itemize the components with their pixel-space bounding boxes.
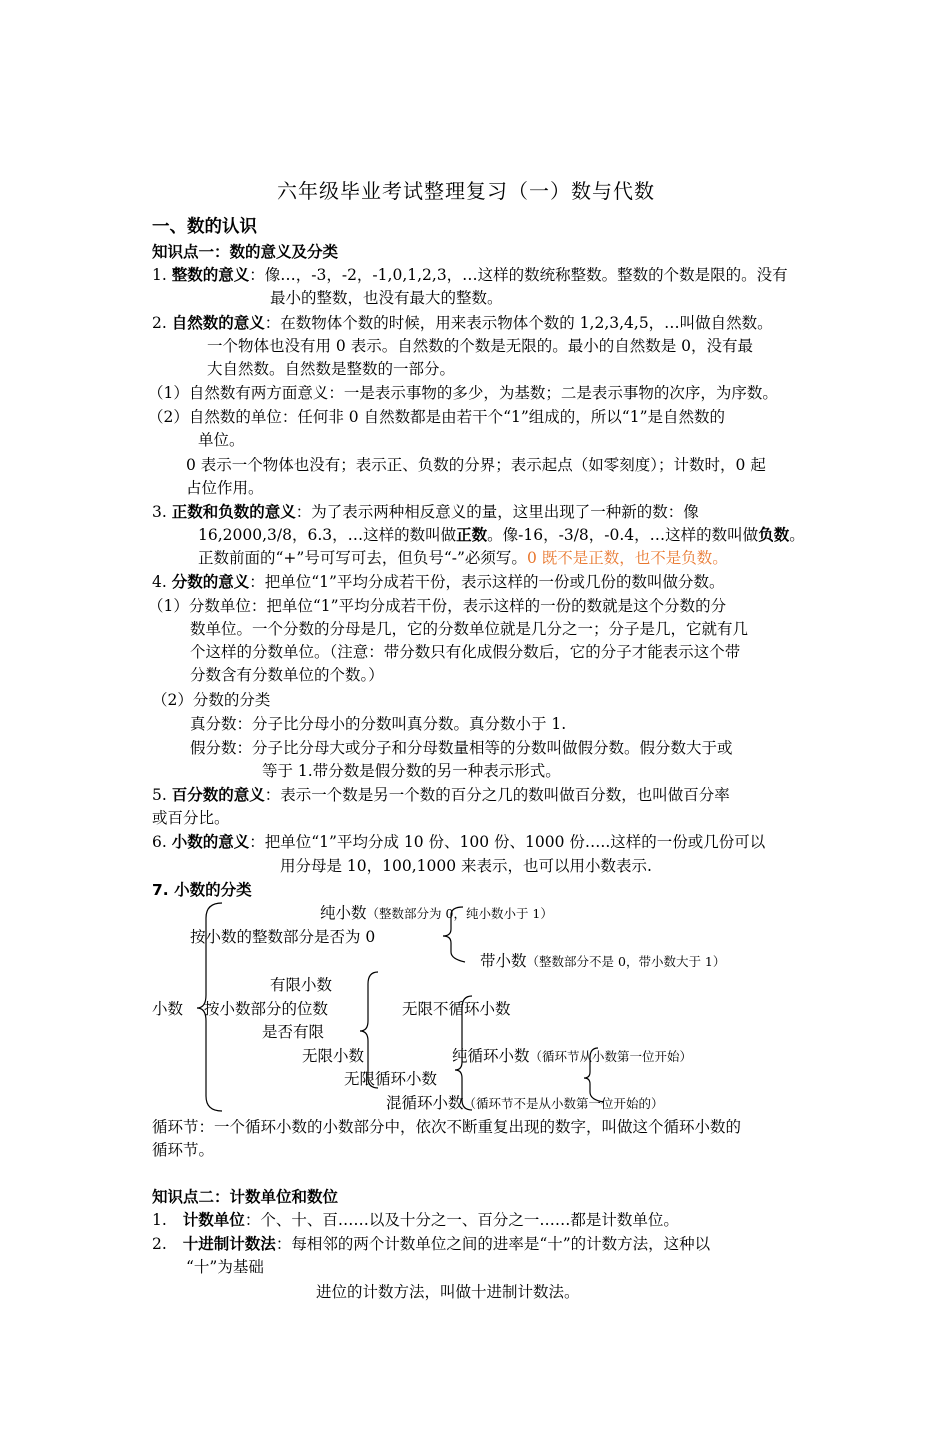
body-text: 等于 1.带分数是假分数的另一种表示形式。: [262, 762, 561, 780]
paragraph-fraction: [152, 571, 724, 593]
body-text: 循环节：一个循环小数的小数部分中，依次不断重复出现的数字，叫做这个循环小数的: [152, 1118, 742, 1136]
tree-node-infinite: 无限小数: [302, 1047, 365, 1065]
highlight-text: 0 既不是正数，也不是负数。: [526, 549, 728, 567]
item-number: 3.: [152, 503, 172, 521]
body-text: ：为了表示两种相反意义的量，这里出现了一种新的数：像: [295, 503, 699, 521]
page-title: 六年级毕业考试整理复习（一）数与代数: [277, 179, 655, 203]
term: 计数单位: [182, 1211, 245, 1229]
item-number: 6.: [152, 833, 172, 851]
body-text: 假分数：分子比分母大或分子和分母数量相等的分数叫做假分数。假分数大于或: [190, 739, 733, 757]
tree-note: （循环节不是从小数第一位开始的）: [463, 1096, 664, 1111]
item-number: 2.: [152, 1235, 167, 1253]
tree-node-digits: 按小数部分的位数: [204, 1000, 329, 1018]
tree-root: 小数: [152, 1000, 184, 1018]
body-text: 个这样的分数单位。（注意：带分数只有化成假分数后，它的分子才能表示这个带: [190, 643, 741, 661]
body-text: 大自然数。自然数是整数的一部分。: [207, 360, 456, 378]
body-text: 0 表示一个物体也没有；表示正、负数的分界；表示起点（如零刻度）；计数时，0 起: [186, 456, 766, 474]
body-text: 进位的计数方法，叫做十进制计数法。: [316, 1283, 580, 1301]
paragraph-decimal: [152, 831, 765, 853]
tree-note: （整数部分不是 0，带小数大于 1）: [526, 954, 726, 969]
body-text: [198, 547, 728, 569]
body-text: 最小的整数，也没有最大的整数。: [270, 289, 503, 307]
body-text: 占位作用。: [186, 479, 264, 497]
body-text: 。像-16，-3/8，-0.4，…这样的数叫做: [487, 526, 759, 544]
paragraph-positive-negative: [152, 501, 699, 523]
body-text: 真分数：分子比分母小的分数叫真分数。真分数小于 1.: [190, 715, 567, 733]
body-text: （2）分数的分类: [152, 691, 271, 709]
paragraph-decimal-classification: 7. 小数的分类: [152, 881, 252, 899]
body-text: “十”为基础: [186, 1258, 264, 1276]
item-number: 1.: [152, 266, 172, 284]
term: 百分数的意义: [171, 786, 265, 804]
tree-node-finite: 有限小数: [270, 976, 333, 994]
tree-label: 纯循环小数: [452, 1047, 530, 1065]
body-text: ：像…，-3，-2，-1,0,1,2,3，…这样的数统称整数。整数的个数是限的。没有: [249, 266, 788, 284]
tree-node-digits-cont: 是否有限: [262, 1023, 325, 1041]
tree-node-pure-repeating: [452, 1045, 692, 1068]
tree-note: （整数部分为 0，纯小数小于 1）: [366, 906, 553, 921]
term: 小数的意义: [171, 833, 250, 851]
body-text: 。: [789, 526, 805, 544]
knowledge-point-heading: 知识点二：计数单位和数位: [152, 1188, 339, 1206]
tree-node-non-repeating: 无限不循环小数: [402, 1000, 511, 1018]
body-text: 一个物体也没有用 0 表示。自然数的个数是无限的。最小的自然数是 0，没有最: [207, 337, 754, 355]
body-text: 正数前面的“+”号可写可去，但负号“-”必须写。: [198, 549, 527, 567]
paragraph-decimal-system: [152, 1233, 710, 1255]
tree-label: 混循环小数: [386, 1094, 464, 1112]
term: 自然数的意义: [171, 314, 265, 332]
tree-node-repeating: 无限循环小数: [344, 1070, 438, 1088]
paragraph-percent: [152, 784, 730, 806]
body-text: 单位。: [198, 431, 245, 449]
term: 正数和负数的意义: [171, 503, 296, 521]
body-text: ：个、十、百……以及十分之一、百分之一……都是计数单位。: [244, 1211, 679, 1229]
body-text: ：把单位“1”平均分成 10 份、100 份、1000 份…..这样的一份或几份可以: [249, 833, 766, 851]
term-positive: 正数: [456, 526, 488, 544]
item-number: 2.: [152, 314, 172, 332]
body-text: （2）自然数的单位：任何非 0 自然数都是由若干个“1”组成的，所以“1”是自然数的: [148, 408, 725, 426]
body-text: ：在数物体个数的时候，用来表示物体个数的 1,2,3,4,5，…叫做自然数。: [264, 314, 773, 332]
body-text: 数单位。一个分数的分母是几，它的分数单位就是几分之一；分子是几，它就有几: [190, 620, 749, 638]
paragraph-natural: [152, 312, 773, 334]
section-heading: 一、数的认识: [152, 217, 257, 237]
body-text: （1）自然数有两方面意义：一是表示事物的多少，为基数；二是表示事物的次序，为序数。: [148, 384, 778, 402]
body-text: （1）分数单位：把单位“1”平均分成若干份，表示这样的一份的数就是这个分数的分: [148, 597, 727, 615]
body-text: 分数含有分数单位的个数。）: [190, 666, 384, 684]
tree-node-pure-decimal: [320, 902, 553, 925]
item-number: 4.: [152, 573, 172, 591]
tree-note: （循环节从小数第一位开始）: [529, 1049, 693, 1064]
body-text: 16,2000,3/8，6.3，…这样的数叫做: [198, 526, 457, 544]
body-text: 或百分比。: [152, 809, 230, 827]
tree-node-mixed-repeating: [386, 1092, 664, 1115]
paragraph-counting-unit: [152, 1209, 679, 1231]
term: 分数的意义: [171, 573, 250, 591]
tree-label: 纯小数: [320, 904, 367, 922]
paragraph-integer: [152, 264, 788, 286]
body-text: 循环节。: [152, 1141, 215, 1159]
tree-node-integer-part: 按小数的整数部分是否为 0: [190, 928, 376, 946]
term: 整数的意义: [171, 266, 250, 284]
body-text: 用分母是 10，100,1000 来表示，也可以用小数表示.: [280, 857, 652, 875]
term-negative: 负数: [758, 526, 790, 544]
item-number: 5.: [152, 786, 172, 804]
tree-label: 带小数: [480, 952, 527, 970]
body-text: ：表示一个数是另一个数的百分之几的数叫做百分数，也叫做百分率: [264, 786, 730, 804]
term: 十进制计数法: [182, 1235, 276, 1253]
tree-node-mixed-decimal: [480, 950, 725, 973]
body-text: ：每相邻的两个计数单位之间的进率是“十”的计数方法，这种以: [275, 1235, 711, 1253]
item-number: 1.: [152, 1211, 167, 1229]
body-text: [198, 524, 805, 546]
body-text: ：把单位“1”平均分成若干份，表示这样的一份或几份的数叫做分数。: [249, 573, 725, 591]
knowledge-point-heading: 知识点一：数的意义及分类: [152, 243, 339, 261]
